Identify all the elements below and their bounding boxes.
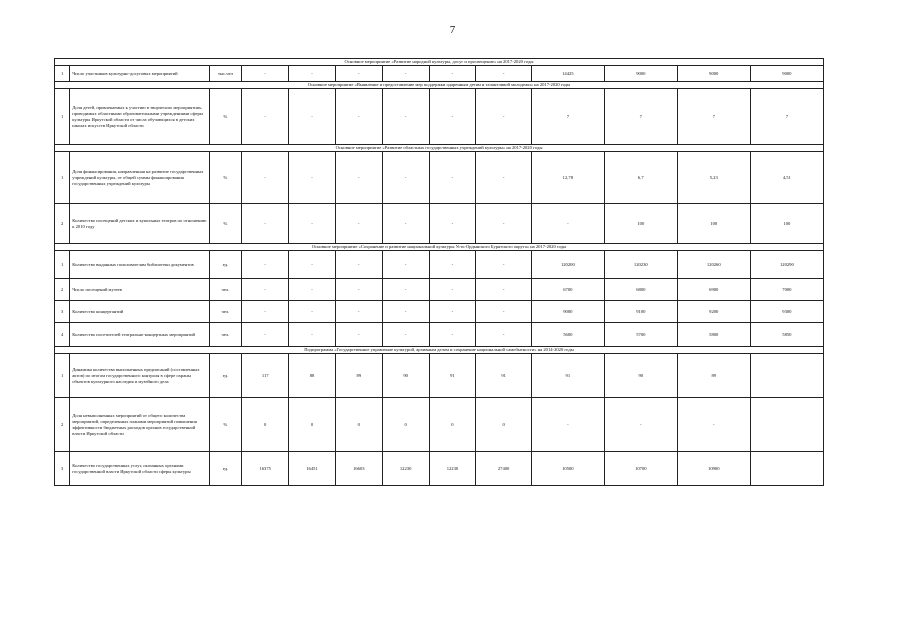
value-cell: - xyxy=(335,323,382,347)
indicator-name: Количество посещений детских и кукольных театров по отношению к 2010 году xyxy=(70,204,209,244)
value-cell: - xyxy=(382,66,429,82)
value-cell: 6700 xyxy=(531,279,604,301)
row-number: 2 xyxy=(55,279,70,301)
indicator-name: Доля детей, привлекаемых к участию в творческих мероприятиях, проводимых областными образовательными учреждениями сферы культуры Иркутской области от числа обучающихся в детских школах искусств Иркутской области xyxy=(70,89,209,145)
indicator-name: Динамика количества выполненных предписаний (составленных актов) по итогам государственного контроля в сфере охраны объектов культурного наследия и музейного дела xyxy=(70,354,209,398)
value-cell: - xyxy=(242,89,289,145)
value-cell: - xyxy=(429,279,476,301)
unit-cell: % xyxy=(209,398,242,452)
value-cell xyxy=(750,398,823,452)
value-cell: 120290 xyxy=(750,251,823,279)
table-row xyxy=(55,301,824,323)
page-number: 7 xyxy=(449,24,456,36)
value-cell: 90 xyxy=(604,354,677,398)
table-row xyxy=(55,398,824,452)
section-title: Основное мероприятие «Развитие народной культуры, досуг и просвещение» на 2017-2020 годы xyxy=(55,59,824,66)
table-row xyxy=(55,152,824,204)
value-cell: 100 xyxy=(604,204,677,244)
section-row xyxy=(55,145,824,152)
value-cell: - xyxy=(531,398,604,452)
value-cell: - xyxy=(476,89,532,145)
value-cell: - xyxy=(429,204,476,244)
value-cell: 9200 xyxy=(677,301,750,323)
value-cell: - xyxy=(429,89,476,145)
row-number: 1 xyxy=(55,89,70,145)
value-cell: - xyxy=(382,251,429,279)
value-cell: 5800 xyxy=(677,323,750,347)
value-cell: 90 xyxy=(382,354,429,398)
unit-cell: тыс.чел xyxy=(209,66,242,82)
unit-cell: ед. xyxy=(209,354,242,398)
value-cell: 0 xyxy=(242,398,289,452)
value-cell: - xyxy=(335,251,382,279)
value-cell: - xyxy=(335,66,382,82)
value-cell: - xyxy=(335,89,382,145)
unit-cell: чел. xyxy=(209,279,242,301)
table-row xyxy=(55,66,824,82)
value-cell: - xyxy=(242,66,289,82)
value-cell: 6800 xyxy=(604,279,677,301)
indicators-table xyxy=(54,58,824,486)
value-cell: 10900 xyxy=(677,452,750,486)
value-cell: - xyxy=(476,323,532,347)
value-cell: 7 xyxy=(531,89,604,145)
value-cell: 88 xyxy=(289,354,336,398)
value-cell: - xyxy=(382,279,429,301)
value-cell: - xyxy=(476,66,532,82)
value-cell: - xyxy=(335,279,382,301)
value-cell: 12230 xyxy=(429,452,476,486)
section-row xyxy=(55,59,824,66)
row-number: 4 xyxy=(55,323,70,347)
value-cell xyxy=(750,452,823,486)
value-cell: 10700 xyxy=(604,452,677,486)
value-cell: - xyxy=(335,301,382,323)
row-number: 1 xyxy=(55,251,70,279)
value-cell: 9000 xyxy=(531,301,604,323)
value-cell: - xyxy=(335,152,382,204)
unit-cell: % xyxy=(209,152,242,204)
value-cell: - xyxy=(382,152,429,204)
row-number: 3 xyxy=(55,301,70,323)
value-cell: 0 xyxy=(382,398,429,452)
table-row xyxy=(55,452,824,486)
table-row xyxy=(55,251,824,279)
value-cell: 0 xyxy=(429,398,476,452)
value-cell: 7 xyxy=(750,89,823,145)
value-cell: - xyxy=(476,152,532,204)
value-cell: - xyxy=(289,66,336,82)
value-cell: - xyxy=(531,204,604,244)
value-cell: - xyxy=(604,398,677,452)
value-cell: 12230 xyxy=(382,452,429,486)
indicator-name: Число посещений музеев xyxy=(70,279,209,301)
value-cell: 6900 xyxy=(677,279,750,301)
value-cell: - xyxy=(382,204,429,244)
indicator-name: Число участников культурно-досуговых мероприятий xyxy=(70,66,209,82)
value-cell: 0 xyxy=(476,398,532,452)
value-cell: 120230 xyxy=(604,251,677,279)
value-cell: - xyxy=(289,204,336,244)
row-number: 2 xyxy=(55,204,70,244)
unit-cell: ед. xyxy=(209,251,242,279)
table-row xyxy=(55,323,824,347)
unit-cell: чел. xyxy=(209,301,242,323)
value-cell: 14425 xyxy=(531,66,604,82)
value-cell: 16451 xyxy=(289,452,336,486)
row-number: 1 xyxy=(55,152,70,204)
value-cell: - xyxy=(677,398,750,452)
value-cell: 9300 xyxy=(750,301,823,323)
table-row xyxy=(55,89,824,145)
value-cell: - xyxy=(429,323,476,347)
value-cell: - xyxy=(242,251,289,279)
value-cell: 100 xyxy=(677,204,750,244)
unit-cell: чел. xyxy=(209,323,242,347)
row-number: 2 xyxy=(55,398,70,452)
value-cell: 5700 xyxy=(604,323,677,347)
section-title: Основное мероприятие «Сохранение и развитие национальной культуры Усть-Ордынского Бурятского округа» на 2017-2020 годы xyxy=(55,244,824,251)
value-cell: - xyxy=(476,251,532,279)
value-cell: 5600 xyxy=(531,323,604,347)
value-cell: - xyxy=(382,323,429,347)
value-cell: 9000 xyxy=(750,66,823,82)
indicator-name: Количество посетителей театрально-концертных мероприятий xyxy=(70,323,209,347)
value-cell: - xyxy=(289,89,336,145)
value-cell: 91 xyxy=(531,354,604,398)
value-cell: 0 xyxy=(289,398,336,452)
value-cell: 91 xyxy=(429,354,476,398)
value-cell: 7 xyxy=(604,89,677,145)
section-title: Основное мероприятие «Выявление и предоставление мер поддержки одаренным детям и талантливой молодежи» на 2017-2020 годы xyxy=(55,82,824,89)
value-cell: - xyxy=(242,279,289,301)
section-title: Основное мероприятие «Развитие областных государственных учреждений культуры» на 2017-2020 годы xyxy=(55,145,824,152)
value-cell: 5,23 xyxy=(677,152,750,204)
value-cell: - xyxy=(429,152,476,204)
value-cell: 4,51 xyxy=(750,152,823,204)
value-cell: - xyxy=(289,251,336,279)
section-row xyxy=(55,347,824,354)
value-cell: 91 xyxy=(476,354,532,398)
value-cell: 9100 xyxy=(604,301,677,323)
value-cell: - xyxy=(289,323,336,347)
table-body xyxy=(55,59,824,486)
value-cell: 100 xyxy=(750,204,823,244)
value-cell: - xyxy=(429,251,476,279)
value-cell: 5850 xyxy=(750,323,823,347)
value-cell: - xyxy=(335,204,382,244)
value-cell: 7 xyxy=(677,89,750,145)
value-cell: - xyxy=(289,301,336,323)
indicator-name: Количество выданных пользователям библиотеки документов xyxy=(70,251,209,279)
section-row xyxy=(55,244,824,251)
value-cell: 89 xyxy=(677,354,750,398)
value-cell: - xyxy=(382,301,429,323)
indicator-name: Количество концертантий xyxy=(70,301,209,323)
indicator-name: Доля невыполненных мероприятий от общего количества мероприятий, определенных планами мероприятий повышения эффективности бюджетных расходов органов государственной власти Иркутской области xyxy=(70,398,209,452)
value-cell: - xyxy=(476,279,532,301)
row-number: 3 xyxy=(55,452,70,486)
value-cell: 89 xyxy=(335,354,382,398)
value-cell: 7000 xyxy=(750,279,823,301)
value-cell: 27400 xyxy=(476,452,532,486)
section-row xyxy=(55,82,824,89)
unit-cell: % xyxy=(209,204,242,244)
value-cell: 10500 xyxy=(531,452,604,486)
value-cell: 16603 xyxy=(335,452,382,486)
value-cell: - xyxy=(289,279,336,301)
value-cell: 120260 xyxy=(677,251,750,279)
indicator-name: Доля финансирования, направленная на развитие государственных учреждений культуры, от общей суммы финансирования государственных учреждений культуры xyxy=(70,152,209,204)
value-cell: - xyxy=(429,301,476,323)
table-row xyxy=(55,354,824,398)
value-cell: 9000 xyxy=(604,66,677,82)
value-cell: 12,78 xyxy=(531,152,604,204)
value-cell: 117 xyxy=(242,354,289,398)
section-title: Подпрограмма «Государственное управление культурой, архивным делом и сохранение национальной самобытности» на 2014-2020 годы xyxy=(55,347,824,354)
value-cell: - xyxy=(476,204,532,244)
value-cell: - xyxy=(242,301,289,323)
value-cell: - xyxy=(242,152,289,204)
value-cell: - xyxy=(476,301,532,323)
value-cell: - xyxy=(242,323,289,347)
value-cell: - xyxy=(242,204,289,244)
unit-cell: % xyxy=(209,89,242,145)
value-cell: 120200 xyxy=(531,251,604,279)
value-cell: 0 xyxy=(335,398,382,452)
value-cell: - xyxy=(289,152,336,204)
indicator-name: Количество государственных услуг, оказанных органами государственной власти Иркутской области сферы культуры xyxy=(70,452,209,486)
value-cell: 6,7 xyxy=(604,152,677,204)
value-cell: 16375 xyxy=(242,452,289,486)
table-row xyxy=(55,279,824,301)
value-cell xyxy=(750,354,823,398)
value-cell: - xyxy=(382,89,429,145)
table-row xyxy=(55,204,824,244)
value-cell: 9000 xyxy=(677,66,750,82)
row-number: 1 xyxy=(55,66,70,82)
row-number: 1 xyxy=(55,354,70,398)
unit-cell: ед. xyxy=(209,452,242,486)
value-cell: - xyxy=(429,66,476,82)
